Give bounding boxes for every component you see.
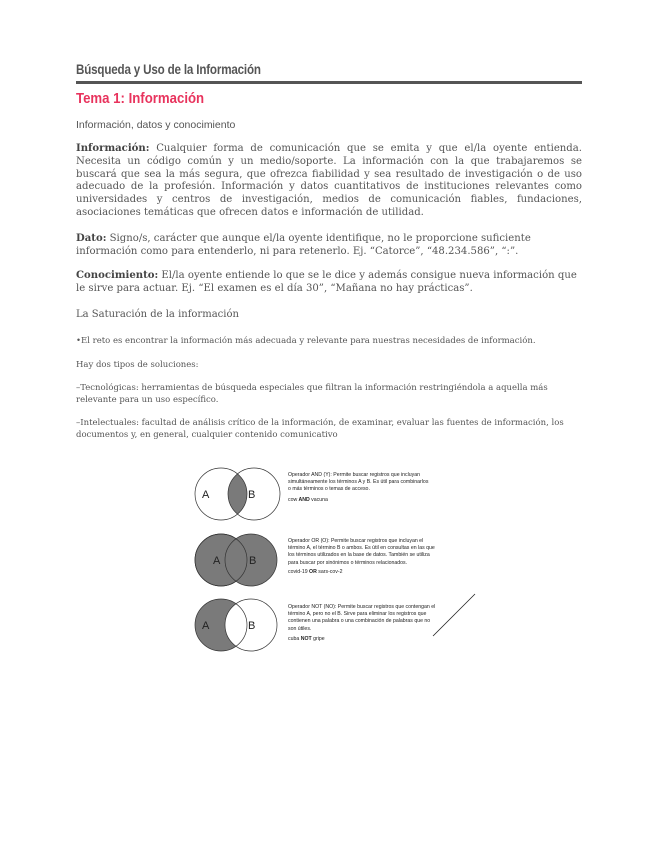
venn-or-diagram [195,534,277,586]
example-term: vacuna [311,496,328,503]
operator-text-line: Operador AND (Y): Permite buscar registros que incluyan [288,472,421,478]
document-header-title: Búsqueda y Uso de la Información [76,62,261,77]
definition-informacion [76,143,582,220]
definition-term: Información: [76,143,150,154]
venn-or-label-b: B [249,555,257,567]
definition-text: Cualquier forma de comunicación que se emita y que el/la oyente entienda. Necesita un código común y un medio/soporte. La información con la que trabajaremos se buscará que sea la más segura, que ofrezca fiabilidad y sea resultado de investigación o de uso adecuado de la profesión. Información y datos cuantitativos de instituciones relevantes como universidades y centros de investigación, medios de comunicación fiables, fundaciones, asociaciones temáticas que ofrecen datos e información de utilidad. [76,143,582,218]
saturation-bullet: •El reto es encontrar la información más adecuada y relevante para nuestras necesidades de información. [76,336,536,346]
venn-or-label-a: A [213,555,221,567]
operator-and-description [288,472,473,504]
operator-text-line: contienen una palabra o una combinación de palabras que no [288,618,431,625]
solution-technological: –Tecnológicas: herramientas de búsqueda especiales que filtran la información restringiéndola a aquella más relevante para un uso específico. [76,383,548,405]
venn-not-label-a: A [202,620,210,632]
definition-conocimiento [76,270,582,296]
example-term: cuba [288,635,300,642]
solutions-intro: Hay dos tipos de soluciones: [76,360,199,370]
definition-term: Dato: [76,233,107,244]
operator-text-line: simultáneamente los términos A y B. Es útil para combinarlos [288,479,429,486]
example-operator: AND [297,496,312,503]
operator-text-line: término A, el término B o ambos. Es útil en consultas en las que [288,545,435,552]
solution-intellectual: –Intelectuales: facultad de análisis crítico de la información, de examinar, evaluar las fuentes de información, los documentos y, en general, cualquier contenido comunicativo [76,418,564,440]
definition-text: Signo/s, carácter que aunque el/la oyente identifique, no le proporcione suficiente información como para entenderlo, ni para retenerlo. Ej. “Catorce”, “48.234.586”, “:”. [76,233,531,257]
section-subtitle: Información, datos y conocimiento [76,119,236,131]
venn-and-label-a: A [202,489,210,501]
operator-example [288,636,473,643]
topic-title: Tema 1: Información [76,90,205,107]
operator-text-line: o más términos o temas de acceso. [288,486,370,493]
venn-and-label-b: B [248,489,256,501]
definition-dato [76,233,582,259]
operator-text-line: término A, pero no el B. Sirve para eliminar los registros que [288,611,427,618]
venn-and-diagram [195,468,280,520]
example-term: gripe [313,635,325,642]
operator-or-description [288,538,473,576]
example-term: sars-cov-2 [318,568,343,575]
operator-example [288,569,473,576]
operator-text-line: los términos utilizados en la base de datos. También se utiliza [288,552,430,559]
header-divider [76,81,582,84]
definition-text: El/la oyente entiende lo que se le dice y además consigue nueva información que le sirve para actuar. Ej. “El examen es el día 30”, “Mañana no hay prácticas”. [76,270,577,294]
operator-text-line: para buscar por sinónimos o términos relacionados. [288,559,408,566]
example-term: covid-19 [288,568,308,575]
example-operator: OR [307,568,319,575]
operator-not-description [288,604,473,643]
example-term: cow [288,496,298,503]
operator-text-line: Operador NOT (NO): Permite buscar registros que contengan el [288,604,436,610]
operator-example [288,497,473,504]
example-operator: NOT [299,635,314,642]
definition-term: Conocimiento: [76,270,159,281]
saturation-heading: La Saturación de la información [76,309,239,320]
venn-not-label-b: B [248,620,256,632]
operator-text-line: son útiles. [288,625,312,632]
operator-text-line: Operador OR (O): Permite buscar registros que incluyan el [288,538,424,544]
boolean-operators-figure [188,466,488,656]
